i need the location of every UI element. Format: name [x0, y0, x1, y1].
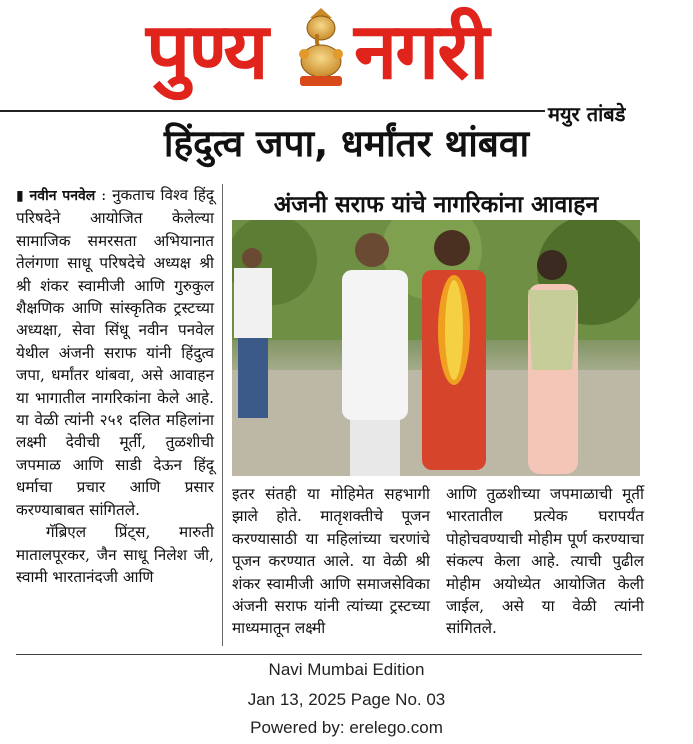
- article-column-3: आणि तुळशीच्या जपमाळाची मूर्ती भारतातील प्रत्येक घरापर्यंत पोहोचवण्याची मोहीम पूर्ण करण्याचा संकल्प केला आहे. त्याची पुढील मोहीम अयोध्येत आयोजित केली जाईल, असे या वेळी त्यांनी सांगितले.: [446, 485, 644, 638]
- masthead: [0, 0, 693, 110]
- date-page: Jan 13, 2025 Page No. 03: [247, 690, 446, 709]
- article-column-2: इतर संतही या मोहिमेत सहभागी झाले होते. मातृशक्तीचे पूजन करण्यासाठी या महिलांच्या चरणांचे पूजन करण्यात आले. या वेळी श्री शंकर स्वामीजी आणि समाजसेविका अंजनी सराफ यांनी त्यांच्या ट्रस्टच्या माध्यमातून लक्ष्मी: [232, 485, 430, 638]
- dateline-text: नवीन पनवेल: [29, 188, 96, 204]
- headline: हिंदुत्व जपा, धर्मांतर थांबवा: [163, 122, 530, 165]
- news-photo: [232, 220, 640, 476]
- masthead-rule: [0, 110, 545, 112]
- column-divider: [222, 184, 223, 646]
- column-1-text: : नुकताच विश्व हिंदू परिषदेने आयोजित केलेल्या सामाजिक समरसता अभियानात तेलंगणा साधू परिषदेचे अध्यक्ष श्री श्री शंकर स्वामीजी आणि गुरुकुल शैक्षणिक आणि सांस्कृतिक ट्रस्टच्या अध्यक्षा, सेवा सिंधू नवीन पनवेल येथील अंजनी सराफ यांनी हिंदुत्व जपा, धर्मांतर थांबवा, असे आवाहन या भागातील नागरिकांना केले आहे. या वेळी त्यांनी २५१ दलित महिलांना लक्ष्मी देवीची मूर्ती, तुळशीची जपमाळ आणि साडी देऊन हिंदू धर्माचा प्रचार आणि प्रसार करण्याबाबत सांगितले.: [16, 186, 214, 519]
- dateline: ▮ नवीन पनवेल: [16, 188, 96, 204]
- ganesha-logo-icon: [290, 6, 352, 90]
- footer-rule: [16, 654, 642, 655]
- edition-name: Navi Mumbai Edition: [268, 660, 425, 679]
- column-1-paragraph-2: गॅब्रिएल प्रिंट्स, मारुती मातालपूरकर, जैन साधू निलेश जी, स्वामी भारतानंदजी आणि: [16, 523, 214, 586]
- powered-by: Powered by: erelego.com: [250, 718, 443, 737]
- article-column-1: [16, 184, 214, 588]
- brand-title-part2: नगरी: [354, 7, 488, 97]
- sub-headline: अंजनी सराफ यांचे नागरिकांना आवाहन: [273, 192, 599, 218]
- brand-title-part1: पुण्य: [146, 7, 267, 97]
- byline: मयुर तांबडे: [548, 102, 626, 126]
